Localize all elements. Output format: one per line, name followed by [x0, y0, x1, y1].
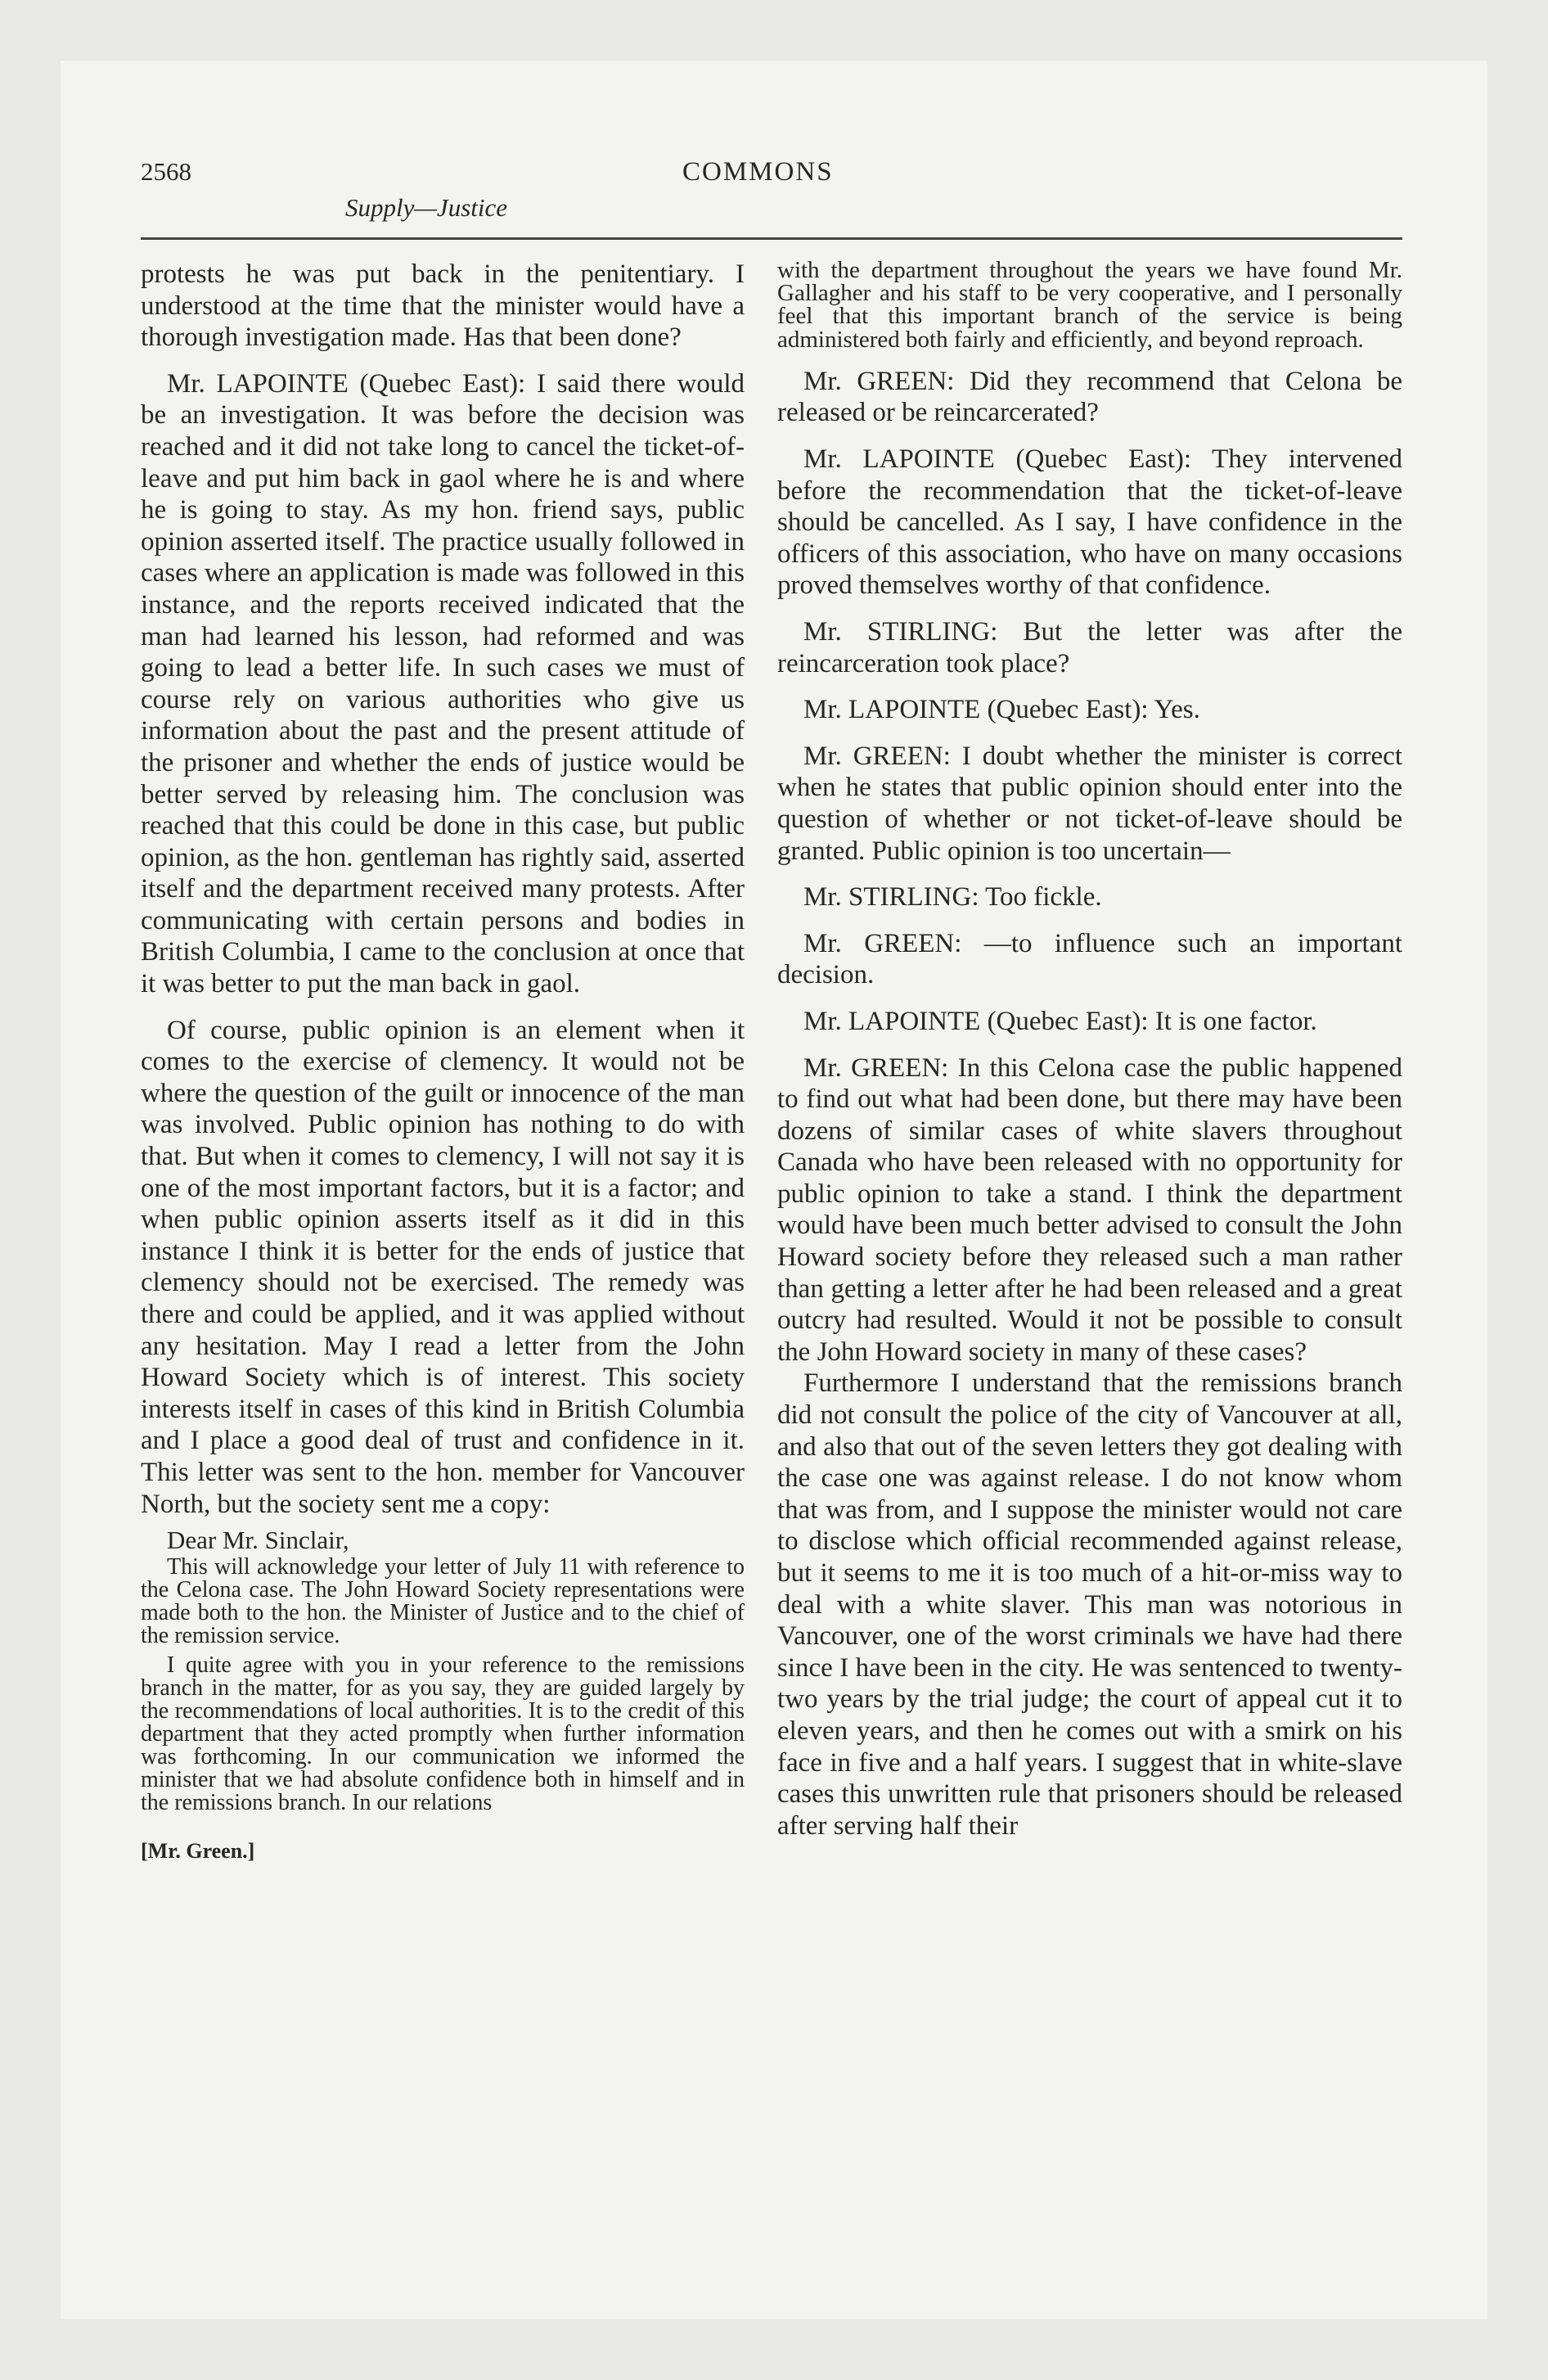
paragraph: Mr. LAPOINTE (Quebec East): I said there would be an investigation. It was before the decision was reached and it did not take long to cancel the ticket-of-leave and put him back in gaol where he is and where he is going to stay. As my hon. friend says, public opinion asserted itself. The practice usually followed in cases where an application is made was followed in this instance, and the reports received indicated that the man had learned his lesson, had reformed and was going to lead a better life. In such cases we must of course rely on various authorities who give us information about the past and the present attitude of the prisoner and whether the ends of justice would be better served by releasing him. The conclusion was reached that this could be done in this case, but public opinion, as the hon. gentleman has rightly said, asserted itself and the department received many protests. After communicating with certain persons and bodies in British Columbia, I came to the conclusion at once that it was better to put the man back in gaol. — [141, 368, 745, 999]
paragraph: Mr. LAPOINTE (Quebec East): Yes. — [803, 695, 1200, 725]
right-column — [777, 259, 1402, 1841]
paragraph: Mr. STIRLING: Too fickle. — [803, 882, 1102, 913]
paragraph: Furthermore I understand that the remissions branch did not consult the police of the city of Vancouver at all, and also that out of the seven letters they got dealing with the case one was against release. I do not know whom that was from, and I suppose the minister would not care to disclose which official recommended against release, but it seems to me it is too much of a hit-or-miss way to deal with a white slaver. This man was notorious in Vancouver, one of the worst criminals we have had there since I have been in the city. He was sentenced to twenty-two years by the trial judge; the court of appeal cut it to eleven years, and then he comes out with a smirk on his face in five and a half years. I suggest that in white-slave cases this unwritten rule that prisoners should be released after serving half their — [777, 1368, 1402, 1841]
quoted-letter-paragraph: I quite agree with you in your reference to the remissions branch in the matter, for as you say, they are guided largely by the recommendations of local authorities. It is to the credit of this department that they acted promptly when further information was forthcoming. In our communication we informed the minister that we had absolute confidence both in himself and in the remissions branch. In our relations — [141, 1652, 745, 1816]
header-rule — [141, 237, 1402, 240]
paragraph: Of course, public opinion is an element when it comes to the exercise of clemency. It would not be where the question of the guilt or innocence of the man was involved. Public opinion has nothing to do with that. But when it comes to clemency, I will not say it is one of the most important factors, but it is a factor; and when public opinion asserts itself as it did in this instance I think it is better for the ends of justice that clemency should not be exercised. The remedy was there and could be applied, and it was applied without any hesitation. May I read a letter from the John Howard Society which is of interest. This society interests itself in cases of this kind in British Columbia and I place a good deal of trust and confidence in it. This letter was sent to the hon. member for Vancouver North, but the society sent me a copy: — [141, 1015, 745, 1519]
paragraph: Mr. LAPOINTE (Quebec East): They intervened before the recommendation that the ticket-of-leave should be cancelled. As I say, I have confidence in the officers of this association, who have on many occasions proved themselves worthy of that confidence. — [777, 444, 1402, 601]
section-subtitle: Supply—Justice — [345, 193, 508, 222]
quoted-letter-paragraph: with the department throughout the years we have found Mr. Gallagher and his staff to be very cooperative, and I personally feel that this important branch of the service is being administered both fairly and efficiently, and beyond reproach. — [777, 257, 1402, 353]
page-number: 2568 — [141, 157, 191, 186]
paragraph: Mr. GREEN: Did they recommend that Celona be released or be reincarcerated? — [777, 366, 1402, 428]
paragraph: Mr. LAPOINTE (Quebec East): It is one factor. — [803, 1006, 1317, 1036]
letter-salutation: Dear Mr. Sinclair, — [167, 1526, 349, 1555]
paragraph: Mr. GREEN: In this Celona case the public happened to find out what had been done, but there may have been dozens of similar cases of white slavers throughout Canada who have been released with no opportunity for public opinion to take a stand. I think the department would have been much better advised to consult the John Howard society before they released such a man rather than getting a letter after he had been released and a great outcry had resulted. Would it not be possible to consult the John Howard society in many of these cases? — [777, 1053, 1402, 1367]
speaker-footer: [Mr. Green.] — [141, 1839, 255, 1864]
paragraph: Mr. GREEN: I doubt whether the minister is correct when he states that public opinion should enter into the question of whether or not ticket-of-leave should be granted. Public opinion is too uncertain— — [777, 741, 1402, 866]
left-column — [141, 259, 745, 1868]
quoted-letter-paragraph: This will acknowledge your letter of July 11 with reference to the Celona case. The John Howard Society representations were made both to the hon. the Minister of Justice and to the chief of the remission service. — [141, 1554, 745, 1649]
paragraph: Mr. GREEN: —to influence such an important decision. — [777, 928, 1402, 990]
paragraph: protests he was put back in the penitentiary. I understood at the time that the minister would have a thorough investigation made. Has that been done? — [141, 259, 745, 353]
running-title: COMMONS — [682, 157, 834, 187]
paragraph: Mr. STIRLING: But the letter was after the reincarceration took place? — [777, 616, 1402, 678]
